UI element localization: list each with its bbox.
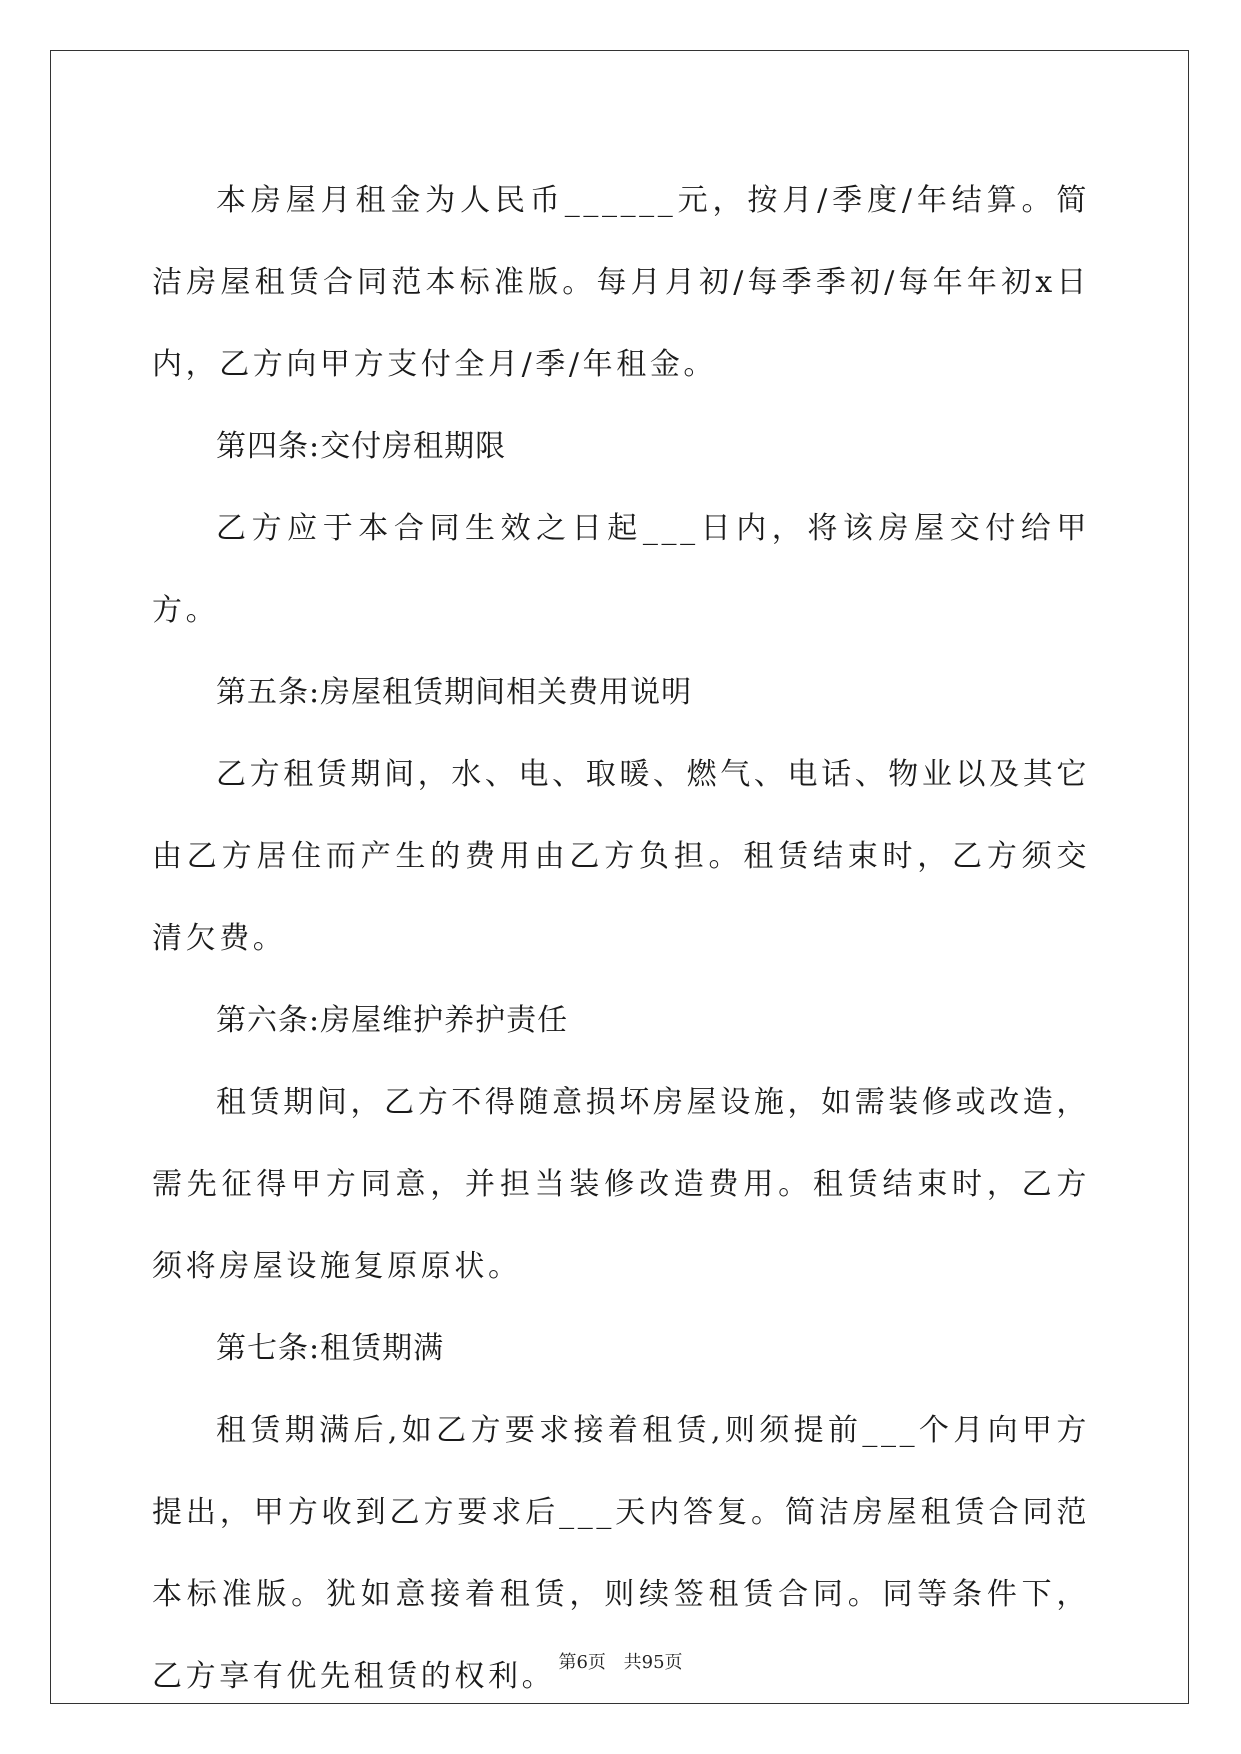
article-4-heading: 第四条:交付房租期限: [216, 429, 507, 464]
article-7-heading: 第七条:租赁期满: [216, 1331, 445, 1366]
paragraph-rent-amount: 本房屋月租金为人民币______元，按月/季度/年结算。简洁房屋租赁合同范本标准版。每月月初/每季季初/每年年初x日内，乙方向甲方支付全月/季/年租金。: [152, 183, 1090, 382]
paragraph-lease-expiry: 租赁期满后,如乙方要求接着租赁,则须提前___个月向甲方提出，甲方收到乙方要求后___天内答复。简洁房屋租赁合同范本标准版。犹如意接着租赁，则续签租赁合同。同等条件下，乙方享有优先租赁的权利。: [152, 1413, 1090, 1694]
page-footer: [0, 1648, 1241, 1674]
paragraph-maintenance: 租赁期间，乙方不得随意损坏房屋设施，如需装修或改造，需先征得甲方同意，并担当装修改造费用。租赁结束时，乙方须将房屋设施复原原状。: [152, 1085, 1090, 1284]
page-total: 共95页: [623, 1652, 683, 1673]
page-number: 第6页: [558, 1652, 606, 1673]
paragraph-fees: 乙方租赁期间，水、电、取暖、燃气、电话、物业以及其它由乙方居住而产生的费用由乙方负担。租赁结束时，乙方须交清欠费。: [152, 757, 1090, 956]
paragraph-delivery: 乙方应于本合同生效之日起___日内，将该房屋交付给甲方。: [152, 511, 1090, 628]
article-6-heading: 第六条:房屋维护养护责任: [216, 1003, 569, 1038]
document-body: [152, 160, 1090, 1718]
article-5-heading: 第五条:房屋租赁期间相关费用说明: [216, 675, 693, 710]
